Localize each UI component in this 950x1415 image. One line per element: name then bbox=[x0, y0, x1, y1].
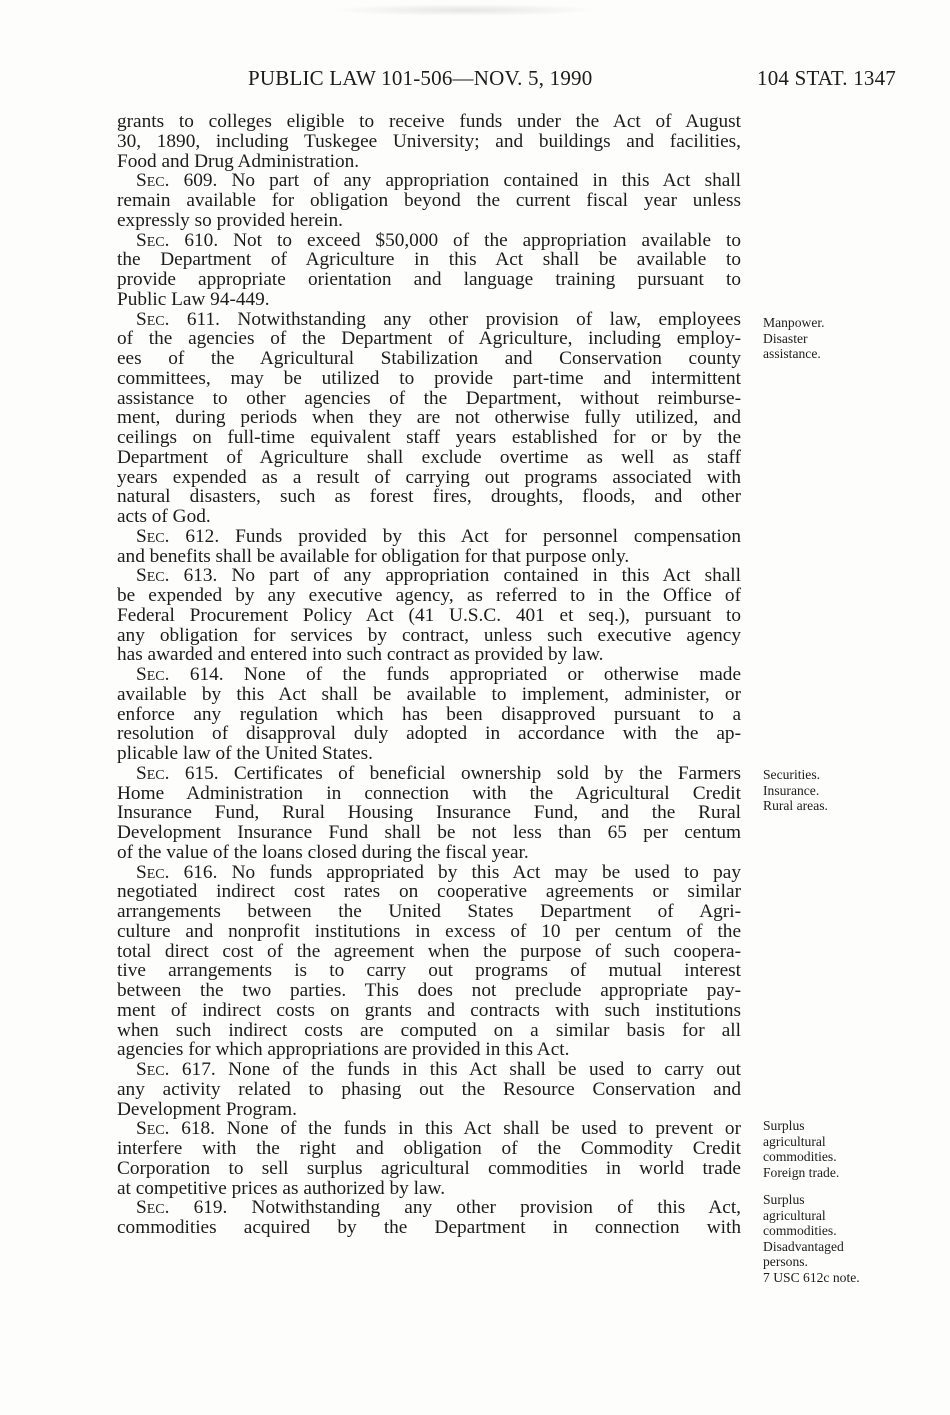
line-text: total direct cost of the agreement when the purpose of such coopera- bbox=[117, 940, 741, 962]
body-line bbox=[117, 1001, 741, 1021]
body-line bbox=[117, 547, 741, 567]
line-text: assistance to other agencies of the Department, without reimburse- bbox=[117, 387, 741, 409]
body-line bbox=[117, 290, 741, 310]
section-first-line bbox=[136, 171, 741, 191]
margin-note-line: agricultural bbox=[763, 1207, 826, 1223]
margin-note-line: Securities. bbox=[763, 767, 821, 782]
body-line bbox=[117, 1100, 741, 1120]
body-line bbox=[117, 270, 741, 290]
line-text: 610. Not to exceed $50,000 of the appropriation available to bbox=[169, 229, 741, 251]
line-text: of the agencies of the Department of Agriculture, including employ- bbox=[117, 328, 741, 350]
body-line bbox=[117, 329, 741, 349]
margin-note-line: Surplus bbox=[763, 1118, 805, 1133]
line-text: of the value of the loans closed during the fiscal year. bbox=[117, 841, 529, 863]
section-first-line bbox=[136, 1198, 741, 1218]
section-first-line bbox=[136, 764, 741, 784]
line-text: Department of Agriculture shall exclude overtime as well as staff bbox=[117, 446, 741, 468]
section-first-line bbox=[136, 1060, 741, 1080]
body-line bbox=[117, 132, 741, 152]
section-label: Sec. bbox=[136, 1118, 170, 1140]
line-text: 614. None of the funds appropriated or otherwise made bbox=[169, 664, 741, 685]
body-line bbox=[117, 843, 741, 863]
line-text: culture and nonprofit institutions in excess of 10 per centum of the bbox=[117, 920, 741, 942]
line-text: 619. Notwithstanding any other provision of this Act, bbox=[169, 1197, 741, 1219]
body-line bbox=[117, 389, 741, 409]
body-line bbox=[117, 428, 741, 448]
line-text: commodities acquired by the Department in connection with bbox=[117, 1217, 741, 1238]
line-text: Federal Procurement Policy Act (41 U.S.C. 401 et seq.), pursuant to bbox=[117, 604, 741, 626]
line-text: 611. Notwithstanding any other provision of law, employees bbox=[169, 308, 741, 330]
line-text: interfere with the right and obligation of the Commodity Credit bbox=[117, 1138, 741, 1159]
line-text: negotiated indirect cost rates on cooperative agreements or similar bbox=[117, 881, 741, 903]
line-text: has awarded and entered into such contract as provided by law. bbox=[117, 644, 604, 666]
margin-note-line: Surplus bbox=[763, 1192, 805, 1207]
line-text: Corporation to sell surplus agricultural commodities in world trade bbox=[117, 1157, 741, 1179]
line-text: and benefits shall be available for obligation for that purpose only. bbox=[117, 545, 630, 567]
body-line bbox=[117, 349, 741, 369]
line-text: resolution of disapproval duly adopted in accordance with the ap- bbox=[117, 723, 741, 745]
line-text: when such indirect costs are computed on a similar basis for all bbox=[117, 1019, 741, 1041]
section-label: Sec. bbox=[136, 1059, 170, 1080]
line-text: 618. None of the funds in this Act shall be used to prevent or bbox=[169, 1118, 741, 1140]
line-text: agencies for which appropriations are provided in this Act. bbox=[117, 1039, 570, 1061]
margin-note-line: assistance. bbox=[763, 346, 821, 361]
line-text: Insurance Fund, Rural Housing Insurance Fund, and the Rural bbox=[117, 802, 741, 824]
body-line bbox=[117, 250, 741, 270]
body-line bbox=[117, 803, 741, 823]
line-text: 616. No funds appropriated by this Act may be used to pay bbox=[169, 861, 741, 883]
line-text: the Department of Agriculture in this Act shall be available to bbox=[117, 249, 741, 271]
margin-note-line: Disadvantaged bbox=[763, 1238, 844, 1254]
line-text: remain available for obligation beyond the current fiscal year unless bbox=[117, 190, 741, 211]
line-text: between the two parties. This does not preclude appropriate pay- bbox=[117, 980, 741, 1001]
body-line bbox=[117, 191, 741, 211]
margin-note-line: Rural areas. bbox=[763, 798, 828, 813]
line-text: Development Program. bbox=[117, 1098, 297, 1120]
body-line bbox=[117, 112, 741, 132]
line-text: be expended by any executive agency, as referred to in the Office of bbox=[117, 585, 741, 606]
line-text: plicable law of the United States. bbox=[117, 743, 373, 764]
margin-note-line: commodities. bbox=[763, 1223, 837, 1238]
margin-note-line: Disaster bbox=[763, 330, 808, 346]
body-line bbox=[117, 1218, 741, 1238]
line-text: Home Administration in connection with the Agricultural Credit bbox=[117, 782, 741, 804]
line-text: ceilings on full-time equivalent staff years established for or by the bbox=[117, 427, 741, 448]
section-label: Sec. bbox=[136, 861, 170, 883]
section-label: Sec. bbox=[136, 308, 170, 330]
line-text: acts of God. bbox=[117, 506, 211, 527]
body-line bbox=[117, 645, 741, 665]
line-text: any obligation for services by contract, unless such executive agency bbox=[117, 624, 741, 646]
line-text: Public Law 94-449. bbox=[117, 288, 270, 310]
line-text: years expended as a result of carrying out programs associated with bbox=[117, 466, 741, 488]
body-line bbox=[117, 1021, 741, 1041]
margin-note-manpower bbox=[763, 315, 825, 362]
line-text: Food and Drug Administration. bbox=[117, 150, 360, 172]
section-first-line bbox=[136, 231, 741, 251]
line-text: ees of the Agricultural Stabilization and Conservation county bbox=[117, 348, 741, 369]
body-line bbox=[117, 152, 741, 172]
line-text: enforce any regulation which has been disapproved pursuant to a bbox=[117, 703, 741, 725]
body-line bbox=[117, 507, 741, 527]
line-text: at competitive prices as authorized by law. bbox=[117, 1177, 446, 1199]
line-text: 613. No part of any appropriation contained in this Act shall bbox=[169, 565, 741, 587]
body-line bbox=[117, 626, 741, 646]
line-text: Development Insurance Fund shall be not less than 65 per centum bbox=[117, 822, 741, 843]
line-text: 609. No part of any appropriation contained in this Act shall bbox=[169, 170, 741, 192]
body-line bbox=[117, 408, 741, 428]
margin-note-securities bbox=[763, 767, 828, 814]
body-line bbox=[117, 369, 741, 389]
line-text: 612. Funds provided by this Act for personnel compensation bbox=[169, 525, 741, 547]
margin-note-surplus-disadvantaged bbox=[763, 1192, 860, 1285]
body-line bbox=[117, 744, 741, 764]
line-text: arrangements between the United States Department of Agri- bbox=[117, 901, 741, 922]
body-line bbox=[117, 902, 741, 922]
margin-note-line: 7 USC 612c note. bbox=[763, 1269, 860, 1285]
margin-note-line: commodities. bbox=[763, 1149, 837, 1164]
body-line bbox=[117, 685, 741, 705]
scan-artifact bbox=[330, 4, 600, 16]
body-line bbox=[117, 823, 741, 843]
section-label: Sec. bbox=[136, 565, 170, 587]
body-line bbox=[117, 448, 741, 468]
line-text: provide appropriate orientation and language training pursuant to bbox=[117, 269, 741, 290]
running-header bbox=[248, 66, 896, 96]
line-text: ment, during periods when they are not otherwise fully utilized, and bbox=[117, 407, 741, 429]
line-text: committees, may be utilized to provide part-time and intermittent bbox=[117, 367, 741, 389]
line-text: expressly so provided herein. bbox=[117, 209, 343, 231]
margin-note-line: persons. bbox=[763, 1254, 808, 1269]
line-text: 617. None of the funds in this Act shall be used to carry out bbox=[169, 1059, 741, 1080]
section-label: Sec. bbox=[136, 664, 170, 685]
section-first-line bbox=[136, 1119, 741, 1139]
section-first-line bbox=[136, 665, 741, 685]
body-line bbox=[117, 922, 741, 942]
margin-note-line: Foreign trade. bbox=[763, 1164, 840, 1180]
body-line bbox=[117, 1080, 741, 1100]
line-text: grants to colleges eligible to receive funds under the Act of August bbox=[117, 111, 741, 132]
line-text: 30, 1890, including Tuskegee University; and buildings and facilities, bbox=[117, 130, 741, 152]
body-line bbox=[117, 606, 741, 626]
body-line bbox=[117, 961, 741, 981]
header-title: PUBLIC LAW 101-506—NOV. 5, 1990 bbox=[248, 66, 593, 90]
body-line bbox=[117, 586, 741, 606]
body-line bbox=[117, 882, 741, 902]
line-text: any activity related to phasing out the Resource Conservation and bbox=[117, 1078, 741, 1100]
margin-note-line: Manpower. bbox=[763, 315, 825, 330]
section-first-line bbox=[136, 863, 741, 883]
section-first-line bbox=[136, 566, 741, 586]
body-line bbox=[117, 1159, 741, 1179]
margin-note-line: Insurance. bbox=[763, 782, 820, 798]
section-first-line bbox=[136, 310, 741, 330]
header-stat-citation: 104 STAT. 1347 bbox=[757, 66, 896, 90]
body-line bbox=[117, 1040, 741, 1060]
body-line bbox=[117, 705, 741, 725]
body-line bbox=[117, 1139, 741, 1159]
body-line bbox=[117, 468, 741, 488]
section-label: Sec. bbox=[136, 525, 170, 547]
margin-note-line: agricultural bbox=[763, 1133, 826, 1149]
line-text: tive arrangements is to carry out programs of mutual interest bbox=[117, 960, 741, 982]
margin-note-surplus-foreign-trade bbox=[763, 1118, 839, 1180]
line-text: natural disasters, such as forest fires, droughts, floods, and other bbox=[117, 486, 741, 508]
body-line bbox=[117, 211, 741, 231]
section-label: Sec. bbox=[136, 170, 170, 192]
body-line bbox=[117, 1179, 741, 1199]
line-text: 615. Certificates of beneficial ownership sold by the Farmers bbox=[169, 762, 741, 784]
section-first-line bbox=[136, 527, 741, 547]
line-text: ment of indirect costs on grants and contracts with such institutions bbox=[117, 999, 741, 1021]
body-line bbox=[117, 942, 741, 962]
body-line bbox=[117, 487, 741, 507]
body-line bbox=[117, 724, 741, 744]
section-label: Sec. bbox=[136, 1197, 170, 1219]
body-line bbox=[117, 981, 741, 1001]
line-text: available by this Act shall be available to implement, administer, or bbox=[117, 683, 741, 705]
section-label: Sec. bbox=[136, 762, 170, 784]
section-label: Sec. bbox=[136, 229, 170, 251]
body-line bbox=[117, 784, 741, 804]
